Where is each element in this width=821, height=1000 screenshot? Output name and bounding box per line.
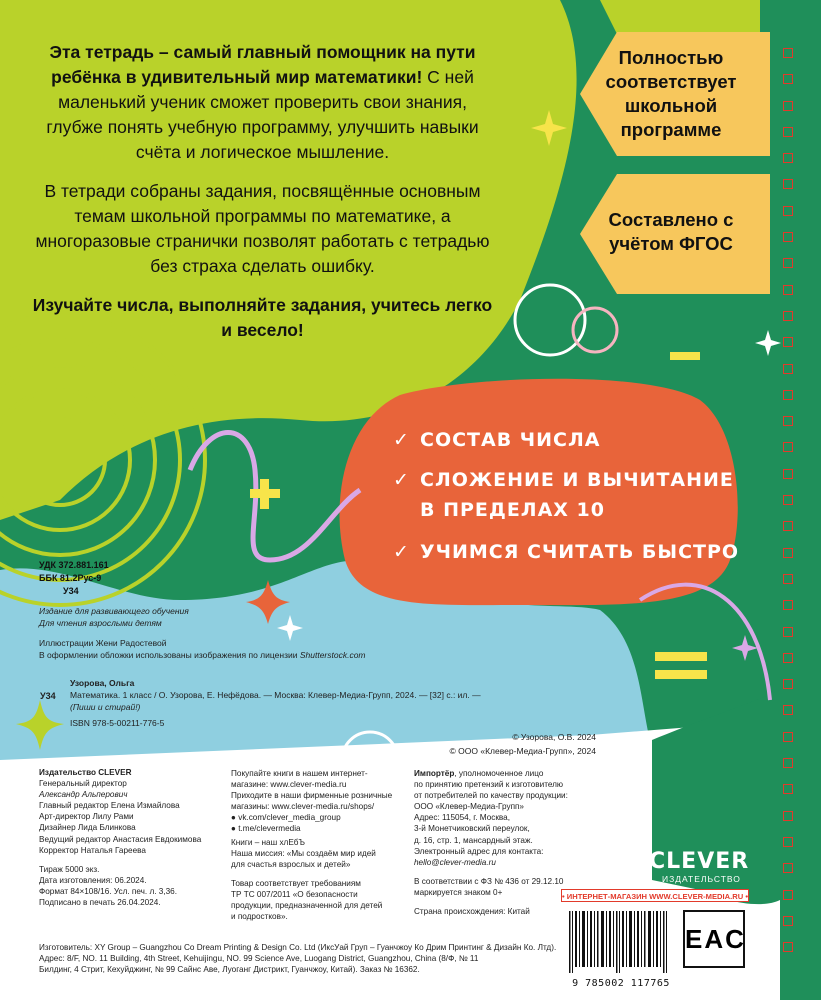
spiral-hole xyxy=(783,758,793,768)
feature-label: СОСТАВ ЧИСЛА xyxy=(420,429,601,451)
spiral-hole xyxy=(783,416,793,426)
intro-body: С ней маленький ученик сможет проверить свои знания, глубже понять учебную программу, улучшить навыки счёта и логическое мышление. xyxy=(46,67,479,162)
biblio-series: (Пиши и стирай!) xyxy=(70,702,141,712)
copyright-author: © Узорова, О.В. 2024 xyxy=(512,732,596,742)
spiral-hole xyxy=(783,521,793,531)
feature-label: В ПРЕДЕЛАХ 10 xyxy=(420,499,605,521)
barcode-bars xyxy=(563,907,679,973)
staff-line: Корректор Наталья Гареева xyxy=(39,845,146,855)
spiral-hole xyxy=(783,337,793,347)
publisher-column xyxy=(39,767,201,908)
tag-school-program: Полностью соответствует школьной программе xyxy=(605,47,737,140)
spiral-hole xyxy=(783,206,793,216)
udk: УДК 372.881.161 xyxy=(39,560,109,570)
staff-line: Генеральный директор xyxy=(39,779,127,789)
shop-line: для счастья взрослых и детей» xyxy=(231,859,351,869)
compliance-line: и подростков». xyxy=(231,912,288,922)
copyright-publisher: © ООО «Клевер-Медиа-Групп», 2024 xyxy=(449,746,596,756)
shop-line: Покупайте книги в нашем интернет- xyxy=(231,769,368,778)
feature-label: УЧИМСЯ СЧИТАТЬ БЫСТРО xyxy=(420,541,740,563)
law-line: маркируется знаком 0+ xyxy=(414,887,503,897)
clever-logo-subtitle: ИЗДАТЕЛЬСТВО xyxy=(662,874,741,884)
intro-lead: Эта тетрадь – самый главный помощник на пути ребёнка в удивительный мир математики! xyxy=(49,42,476,87)
check-icon: ✓ xyxy=(393,541,410,563)
telegram-link[interactable]: ● t.me/clevermedia xyxy=(231,824,301,834)
importer-line: Адрес: 115054, г. Москва, xyxy=(414,813,511,823)
spiral-hole xyxy=(783,101,793,111)
intro-text xyxy=(30,40,495,357)
shop-line: магазине: www.clever-media.ru xyxy=(231,780,347,790)
importer-line: от потребителей по качеству продукции: xyxy=(414,791,568,801)
origin-line: Страна происхождения: Китай xyxy=(414,907,530,917)
bbk: ББК 81.2Рус-9 xyxy=(39,573,102,583)
stock-note: В оформлении обложки использованы изображения по лицензии xyxy=(39,650,300,660)
print-line: Формат 84×108/16. Усл. печ. л. 3,36. xyxy=(39,886,177,896)
staff-line: Александр Альперович xyxy=(39,790,128,800)
intro-call-to-action: Изучайте числа, выполняйте задания, учитесь легко и весело! xyxy=(32,295,493,340)
manufacturer-line: Адрес: 8/F, NO. 11 Building, 4th Street, Kehuijingu, NO. 99 Science Ave, Luogang District, Guangzhou, China (8/Ф, № 11 xyxy=(39,954,479,964)
spiral-hole xyxy=(783,890,793,900)
spiral-hole xyxy=(783,285,793,295)
spiral-hole xyxy=(783,258,793,268)
manufacturer-line: Билдинг, 4 Стрит, Кехуйджинг, № 99 Сайнс Аве, Луоганг Дистрикт, Гуанчжоу, Китай). Заказ № 16362. xyxy=(39,965,420,975)
shop-line: Приходите в наши фирменные розничные xyxy=(231,791,393,801)
barcode-digits: 9 785002 117765 xyxy=(572,978,670,989)
staff-line: Арт-директор Лилу Рами xyxy=(39,812,134,822)
spiral-hole xyxy=(783,600,793,610)
spiral-hole xyxy=(783,784,793,794)
spiral-hole xyxy=(783,916,793,926)
importer-line: 3-й Монетчиковский переулок, xyxy=(414,824,530,834)
online-shop-bar[interactable]: • ИНТЕРНЕТ-МАГАЗИН WWW.CLEVER-MEDIA.RU • xyxy=(561,889,749,902)
stock-name: Shutterstock.com xyxy=(299,650,366,660)
print-line: Тираж 5000 экз. xyxy=(39,864,100,874)
shop-line: магазины: www.clever-media.ru/shops/ xyxy=(231,802,375,812)
biblio-code: У34 xyxy=(40,691,56,701)
spiral-hole xyxy=(783,390,793,400)
importer-line: ООО «Клевер-Медиа-Групп» xyxy=(414,802,524,812)
biblio-author: Узорова, Ольга xyxy=(70,678,135,688)
spiral-hole xyxy=(783,574,793,584)
spiral-hole xyxy=(783,942,793,952)
notes xyxy=(39,605,366,661)
importer-title: Импортёр xyxy=(414,769,455,778)
staff-line: Главный редактор Елена Измайлова xyxy=(39,801,180,811)
compliance-line: Товар соответствует требованиям xyxy=(231,878,361,888)
importer-line: Электронный адрес для контакта: xyxy=(414,846,544,856)
print-line: Дата изготовления: 06.2024. xyxy=(39,875,147,885)
spiral-hole xyxy=(783,548,793,558)
importer-line: д. 16, стр. 1, мансардный этаж. xyxy=(414,835,533,845)
spiral-hole xyxy=(783,495,793,505)
spiral-hole xyxy=(783,811,793,821)
vk-link[interactable]: ● vk.com/clever_media_group xyxy=(231,813,341,823)
barcode xyxy=(563,907,679,987)
biblio-record xyxy=(70,677,481,729)
spiral-hole xyxy=(783,837,793,847)
print-line: Подписано в печать 26.04.2024. xyxy=(39,898,161,908)
shop-column xyxy=(231,768,392,922)
law-line: В соответствии с ФЗ № 436 от 29.12.10 xyxy=(414,876,564,886)
shop-line: Книги – наш хлЕбЪ xyxy=(231,837,305,847)
reading-note: Для чтения взрослыми детям xyxy=(39,618,162,628)
spiral-hole xyxy=(783,232,793,242)
biblio-title: Математика. 1 класс / О. Узорова, Е. Нефёдова. — Москва: Клевер-Медиа-Групп, 2024. — [32] с.: ил. — xyxy=(70,690,481,700)
manufacturer xyxy=(39,942,556,975)
spiral-hole xyxy=(783,469,793,479)
eac-mark: EAC xyxy=(683,910,745,968)
spiral-hole xyxy=(783,153,793,163)
edition-note: Издание для развивающего обучения xyxy=(39,606,189,616)
tag-fgos: Составлено с учётом ФГОС xyxy=(608,209,734,254)
spiral-hole xyxy=(783,653,793,663)
author-code: У34 xyxy=(63,586,79,596)
spiral-hole xyxy=(783,311,793,321)
spiral-hole xyxy=(783,627,793,637)
manufacturer-line: Изготовитель: XY Group – Guangzhou Co Dream Printing & Design Co. Ltd (ИксУай Груп – Гуанчжоу Ко Дрим Принтинг & Дизайн Ко. Лтд). xyxy=(39,943,557,952)
spiral-holes xyxy=(783,48,799,968)
importer-line: по принятию претензий к изготовителю xyxy=(414,780,564,790)
shop-line: Наша миссия: «Мы создаём мир идей xyxy=(231,848,376,858)
spiral-hole xyxy=(783,863,793,873)
spiral-hole xyxy=(783,364,793,374)
illustrator: Иллюстрации Жени Радостевой xyxy=(39,638,167,648)
staff-line: Дизайнер Лида Блинкова xyxy=(39,823,136,833)
staff-line: Ведущий редактор Анастасия Евдокимова xyxy=(39,834,202,844)
check-icon: ✓ xyxy=(393,469,410,491)
intro-paragraph-2: В тетради собраны задания, посвящённые основным темам школьной программы по математике, а многоразовые странички позволят работать с тетрадью без страха сделать ошибку. xyxy=(35,181,490,276)
spiral-hole xyxy=(783,127,793,137)
spiral-hole xyxy=(783,74,793,84)
spiral-hole xyxy=(783,732,793,742)
check-icon: ✓ xyxy=(393,429,410,451)
spiral-hole xyxy=(783,48,793,58)
importer-column: Импортёр, уполномоченное лицо по принятию претензий к изготовителю от потребителей по качеству продукции: ООО «Клевер-Медиа-Групп» Адрес: 115054, г. Москва, 3-й Монетчиковский переулок, д. 16, стр. 1, мансардный этаж. Электронный адрес для контакта: hello@clever-media.ru В соответствии с ФЗ № 436 от 29.12.10 маркируется знаком 0+ Страна происхождения: Китай xyxy=(414,769,568,917)
compliance-line: продукции, предназначенной для детей xyxy=(231,901,383,911)
feature-label: СЛОЖЕНИЕ И ВЫЧИТАНИЕ xyxy=(420,469,734,491)
compliance-line: ТР ТС 007/2011 «О безопасности xyxy=(231,889,358,899)
clever-logo: CLEVER xyxy=(649,849,750,874)
contact-email[interactable]: hello@clever-media.ru xyxy=(414,857,496,867)
publisher-title: Издательство CLEVER xyxy=(39,768,132,777)
biblio-isbn: ISBN 978-5-00211-776-5 xyxy=(70,718,165,728)
spiral-hole xyxy=(783,679,793,689)
spiral-hole xyxy=(783,705,793,715)
spiral-hole xyxy=(783,442,793,452)
spiral-hole xyxy=(783,179,793,189)
